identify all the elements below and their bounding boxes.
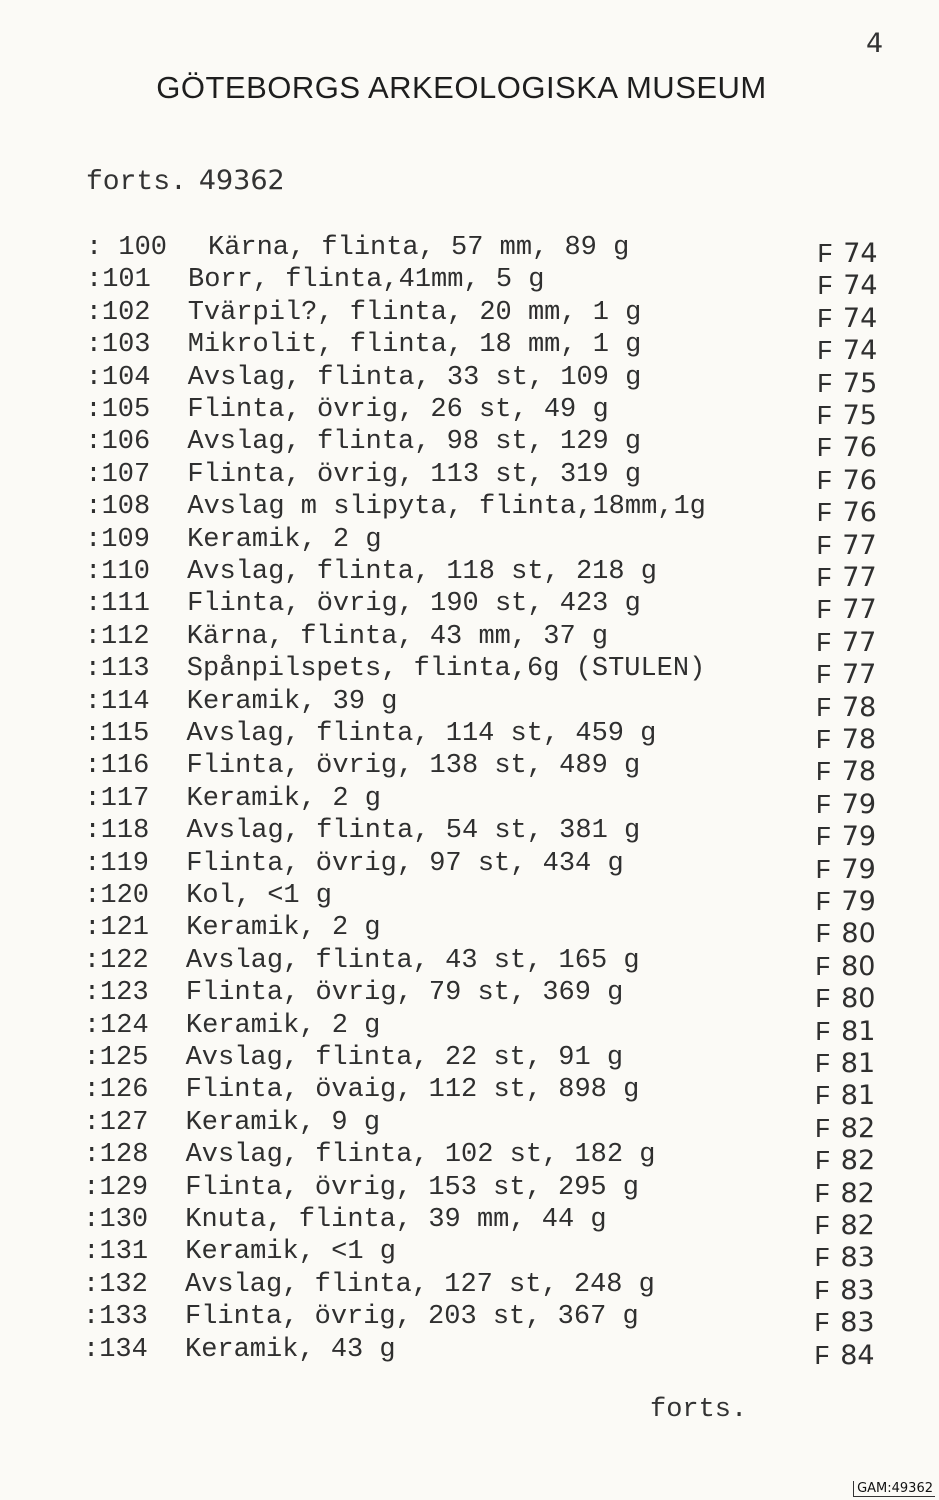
catalog-entry-row (0, 1074, 939, 1114)
catalog-entry-row (0, 718, 939, 757)
catalog-entry-row (0, 297, 939, 336)
entry-id: :106 (85, 427, 151, 458)
catalog-entry-row (0, 686, 939, 725)
location-number: 81 (841, 1015, 876, 1047)
location-number: 78 (841, 756, 877, 788)
location-prefix: F (814, 1051, 831, 1081)
entry-id: :120 (84, 881, 149, 911)
location-prefix: F (816, 467, 833, 498)
catalog-entry-row (0, 1010, 939, 1049)
location-prefix: F (816, 435, 833, 466)
entry-description: Flinta, övrig, 113 st, 319 g (187, 459, 642, 490)
location-prefix: F (816, 338, 833, 369)
entry-id: :134 (83, 1334, 148, 1365)
location-number: 74 (842, 302, 878, 334)
location-prefix: F (814, 1213, 831, 1243)
entry-id: :102 (85, 297, 151, 328)
location-number: 79 (841, 788, 877, 820)
entry-description: Avslag, flinta, 33 st, 109 g (187, 362, 642, 393)
entry-id: :130 (83, 1205, 149, 1235)
catalog-entry-row (0, 264, 939, 304)
entry-description: Kärna, flinta, 57 mm, 89 g (208, 233, 630, 263)
entry-description: Keramik, <1 g (185, 1237, 396, 1268)
entry-description: Keramik, 2 g (185, 1010, 381, 1041)
entry-description: Keramik, 2 g (187, 524, 382, 555)
location-prefix: F (815, 791, 832, 822)
entry-description: Flinta, övaig, 112 st, 898 g (185, 1075, 640, 1106)
entry-description: Flinta, övrig, 97 st, 434 g (186, 848, 624, 879)
catalog-entry-row (0, 1269, 939, 1308)
entry-description: Flinta, övrig, 79 st, 369 g (185, 978, 624, 1009)
catalog-entry-row (0, 329, 939, 369)
location-number: 77 (842, 594, 877, 626)
catalog-entry-row (0, 977, 939, 1017)
location-prefix: F (815, 856, 832, 887)
location-prefix: F (816, 370, 833, 401)
entry-description: Flinta, övrig, 26 st, 49 g (187, 395, 609, 425)
location-number: 75 (842, 400, 877, 431)
entry-id: :109 (85, 524, 150, 555)
catalog-entry-row (0, 426, 939, 466)
location-prefix: F (815, 889, 832, 919)
entry-id: :129 (83, 1172, 149, 1203)
location-prefix: F (814, 1277, 831, 1308)
entry-description: Keramik, 2 g (186, 913, 381, 944)
catalog-entry-row (0, 783, 939, 822)
location-number: 78 (842, 691, 877, 723)
location-number: 79 (841, 886, 876, 917)
catalog-entry-row (0, 232, 939, 271)
entry-id: :128 (83, 1140, 149, 1171)
location-number: 79 (841, 853, 876, 885)
catalog-entry-row (0, 1236, 939, 1276)
location-number: 76 (842, 464, 877, 496)
location-prefix: F (814, 1115, 831, 1146)
catalog-entry-row (0, 1107, 939, 1146)
location-prefix: F (816, 305, 833, 336)
location-number: 79 (841, 821, 877, 853)
entry-id: :125 (83, 1043, 149, 1073)
entry-description: Flinta, övrig, 190 st, 423 g (187, 589, 641, 620)
catalog-entry-row (0, 1204, 939, 1243)
location-prefix: F (816, 403, 833, 433)
catalog-entry-row (0, 621, 939, 660)
location-prefix: F (816, 597, 833, 628)
catalog-entry-row (0, 556, 939, 595)
location-number: 74 (843, 238, 878, 269)
entry-id: :127 (83, 1107, 149, 1138)
entry-description: Avslag, flinta, 102 st, 182 g (185, 1140, 656, 1171)
location-prefix: F (815, 727, 832, 757)
location-prefix: F (816, 565, 833, 595)
location-number: 74 (843, 270, 878, 302)
entry-description: Avslag, flinta, 127 st, 248 g (185, 1269, 655, 1300)
entry-description: Keramik, 39 g (186, 686, 398, 717)
location-prefix: F (815, 759, 832, 790)
entry-description: Avslag, flinta, 114 st, 459 g (186, 719, 657, 749)
catalog-entry-row (0, 815, 939, 855)
location-prefix: F (815, 694, 832, 725)
location-prefix: F (814, 1018, 832, 1049)
catalog-entry-row (0, 945, 939, 984)
location-number: 77 (842, 562, 877, 593)
catalog-entry-row (0, 459, 939, 498)
entry-id: :131 (83, 1237, 149, 1268)
location-prefix: F (816, 532, 833, 563)
location-number: 74 (842, 335, 878, 367)
entry-id: :104 (85, 362, 151, 393)
entry-description: Mikrolit, flinta, 18 mm, 1 g (187, 330, 642, 361)
location-number: 82 (840, 1177, 875, 1209)
continuation-label: forts. (86, 167, 187, 198)
entry-id: :126 (83, 1075, 149, 1106)
location-number: 82 (840, 1145, 876, 1177)
entry-id: :101 (86, 265, 151, 296)
entry-description: Borr, flinta,41mm, 5 g (188, 265, 545, 296)
catalog-entry-row (0, 1334, 939, 1373)
catalog-number: 49362 (198, 165, 285, 196)
entry-id: :105 (85, 395, 151, 425)
catalog-entry-row (0, 362, 939, 401)
entry-description: Avslag, flinta, 43 st, 165 g (185, 945, 640, 976)
location-prefix: F (817, 241, 834, 271)
location-prefix: F (814, 1083, 831, 1114)
catalog-entry-row (0, 491, 939, 531)
location-prefix: F (814, 1148, 831, 1179)
page-number: 4 (866, 28, 884, 59)
entry-id: :111 (85, 589, 150, 620)
entry-id: :118 (84, 816, 150, 847)
entry-id: :115 (84, 719, 150, 749)
location-number: 82 (840, 1112, 876, 1144)
entry-id: :121 (84, 913, 149, 944)
entry-description: Avslag, flinta, 22 st, 91 g (185, 1043, 624, 1073)
location-prefix: F (814, 1310, 831, 1341)
entry-id: :116 (84, 751, 150, 782)
entry-description: Keramik, 43 g (185, 1334, 396, 1365)
location-prefix: F (814, 953, 832, 984)
catalog-entry-row (0, 1139, 939, 1179)
location-number: 76 (842, 497, 877, 529)
catalog-entry-row (0, 524, 939, 563)
entry-id: :133 (83, 1302, 148, 1333)
entry-id: :113 (84, 654, 150, 685)
location-prefix: F (815, 824, 832, 855)
catalog-entry-row (0, 1042, 939, 1081)
entry-description: Flinta, övrig, 153 st, 295 g (185, 1172, 639, 1203)
location-prefix: F (814, 1245, 831, 1276)
entry-id: : 100 (86, 233, 168, 263)
location-number: 76 (842, 432, 877, 464)
catalog-entry-row (0, 912, 939, 952)
entry-location (814, 1340, 875, 1374)
entry-id: :114 (84, 686, 150, 717)
location-number: 78 (841, 724, 877, 755)
entry-id: :124 (83, 1010, 149, 1041)
entry-id: :110 (85, 557, 150, 587)
location-number: 75 (842, 367, 878, 399)
location-prefix: F (815, 662, 832, 693)
entry-description: Spånpilspets, flinta,6g (STULEN) (186, 654, 706, 685)
entry-description: Flinta, övrig, 203 st, 367 g (185, 1302, 639, 1333)
entry-id: :117 (84, 783, 150, 814)
entry-id: :112 (84, 621, 150, 652)
catalog-entry-row (0, 1172, 939, 1211)
entry-id: :107 (85, 459, 151, 490)
entry-description: Kol, <1 g (186, 881, 333, 911)
entry-description: Keramik, 9 g (185, 1107, 381, 1138)
location-prefix: F (815, 921, 832, 952)
location-number: 77 (842, 659, 877, 691)
entry-id: :103 (85, 330, 151, 361)
location-number: 83 (840, 1242, 875, 1274)
catalog-entry-row (0, 750, 939, 790)
catalog-entry-row (0, 588, 939, 628)
catalog-entry-row (0, 1301, 939, 1341)
location-prefix: F (814, 1342, 831, 1373)
continuation-footer: forts. (650, 1395, 748, 1425)
entry-id: :132 (83, 1269, 148, 1300)
location-prefix: F (814, 986, 832, 1017)
entry-description: Knuta, flinta, 39 mm, 44 g (185, 1205, 607, 1235)
location-number: 77 (842, 529, 877, 561)
entry-id: :119 (84, 848, 149, 879)
catalog-label: GAM:49362 (853, 1481, 935, 1497)
catalog-entry-row (0, 394, 939, 433)
entry-description: Flinta, övrig, 138 st, 489 g (186, 751, 641, 782)
location-prefix: F (814, 1180, 831, 1211)
location-number: 83 (840, 1307, 875, 1339)
location-prefix: F (816, 500, 833, 531)
entry-id: :108 (85, 492, 151, 523)
location-number: 80 (841, 918, 876, 950)
entry-description: Avslag, flinta, 98 st, 129 g (187, 427, 642, 458)
location-prefix: F (817, 273, 834, 304)
entry-id: :123 (83, 978, 149, 1009)
museum-header-text: GÖTEBORGS ARKEOLOGISKA MUSEUM (156, 70, 767, 105)
catalog-entry-row (0, 848, 939, 887)
location-number: 77 (842, 626, 877, 658)
entry-description: Avslag, flinta, 118 st, 218 g (187, 557, 657, 587)
location-number: 81 (840, 1080, 876, 1112)
location-number: 80 (841, 950, 876, 982)
continuation-heading (86, 165, 285, 198)
catalog-entry-row (0, 880, 939, 919)
location-number: 83 (840, 1274, 875, 1306)
location-number: 80 (841, 983, 876, 1015)
location-prefix: F (815, 629, 832, 660)
entry-description: Avslag m slipyta, flinta,18mm,1g (187, 492, 706, 523)
museum-header (0, 70, 939, 106)
entry-description: Avslag, flinta, 54 st, 381 g (186, 816, 641, 847)
entry-description: Tvärpil?, flinta, 20 mm, 1 g (187, 297, 642, 328)
location-number: 81 (840, 1048, 876, 1079)
catalog-entry-row (0, 653, 939, 693)
entry-description: Keramik, 2 g (186, 783, 381, 814)
location-number: 84 (840, 1339, 875, 1371)
entry-id: :122 (83, 945, 149, 976)
entry-description: Kärna, flinta, 43 mm, 37 g (186, 621, 609, 652)
location-number: 82 (840, 1210, 875, 1241)
